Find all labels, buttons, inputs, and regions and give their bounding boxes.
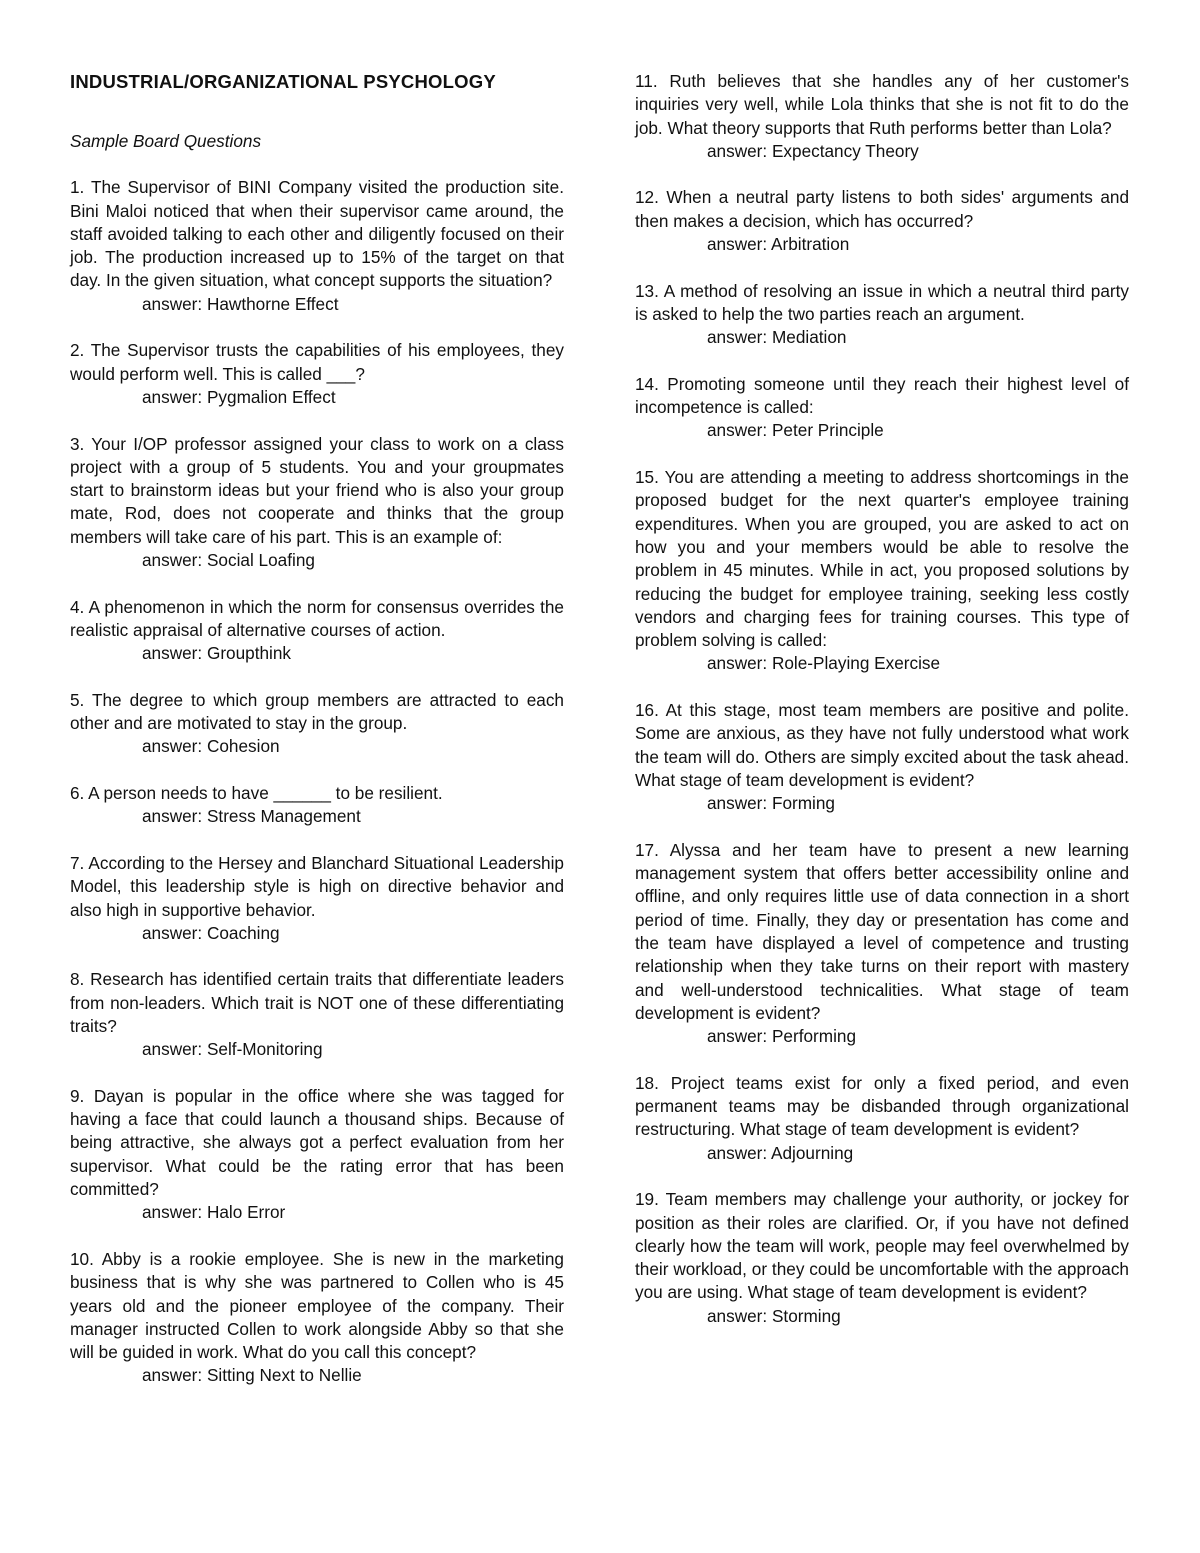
question-9 bbox=[70, 1085, 564, 1225]
question-text: 19. Team members may challenge your authority, or jockey for position as their roles are clarified. Or, if you have not defined clearly how the team will work, people may feel overwhelmed by their workload, or they could be uncomfortable with the approach you are using. What stage of team development is evident? bbox=[635, 1189, 1129, 1303]
question-11 bbox=[635, 70, 1129, 163]
question-2 bbox=[70, 339, 564, 409]
question-6 bbox=[70, 782, 564, 829]
question-answer: answer: Stress Management bbox=[142, 806, 361, 827]
question-answer: answer: Coaching bbox=[142, 922, 280, 943]
question-text: 6. A person needs to have ______ to be resilient. bbox=[70, 783, 443, 804]
question-answer: answer: Forming bbox=[707, 793, 835, 814]
question-16 bbox=[635, 699, 1129, 815]
question-10 bbox=[70, 1248, 564, 1388]
question-answer: answer: Groupthink bbox=[142, 643, 292, 664]
question-answer: answer: Adjourning bbox=[707, 1142, 854, 1163]
question-answer: answer: Sitting Next to Nellie bbox=[142, 1365, 362, 1386]
question-text: 16. At this stage, most team members are positive and polite. Some are anxious, as they have not fully understood what work the team will do. Others are simply excited about the task ahead. What stage of team development is evident? bbox=[635, 700, 1129, 790]
question-text: 10. Abby is a rookie employee. She is new in the marketing business that is why she was partnered to Collen who is 45 years old and the pioneer employee of the company. Their manager instructed Collen to work alongside Abby so that she will be guided in work. What do you call this concept? bbox=[70, 1248, 564, 1363]
question-answer: answer: Arbitration bbox=[707, 234, 850, 255]
question-answer: answer: Role-Playing Exercise bbox=[707, 653, 941, 674]
question-14 bbox=[635, 373, 1129, 443]
document-title: INDUSTRIAL/ORGANIZATIONAL PSYCHOLOGY bbox=[70, 71, 496, 92]
question-answer: answer: Hawthorne Effect bbox=[142, 293, 339, 314]
question-text: 18. Project teams exist for only a fixed period, and even permanent teams may be disbanded through organizational restructuring. What stage of team development is evident? bbox=[635, 1072, 1129, 1140]
question-text: 9. Dayan is popular in the office where she was tagged for having a face that could launch a thousand ships. Because of being attractive, she always got a perfect evaluation from her supervisor. What could be the rating error that has been committed? bbox=[70, 1085, 564, 1200]
right-column bbox=[635, 70, 1129, 1351]
question-answer: answer: Expectancy Theory bbox=[707, 140, 919, 161]
question-18 bbox=[635, 1072, 1129, 1165]
question-text: 5. The degree to which group members are attracted to each other and are motivated to stay in the group. bbox=[70, 689, 564, 734]
question-text: 13. A method of resolving an issue in which a neutral third party is asked to help the two parties reach an argument. bbox=[635, 280, 1129, 324]
question-text: 12. When a neutral party listens to both sides' arguments and then makes a decision, which has occurred? bbox=[635, 187, 1129, 231]
question-text: 14. Promoting someone until they reach their highest level of incompetence is called: bbox=[635, 373, 1129, 418]
question-text: 15. You are attending a meeting to address shortcomings in the proposed budget for the next quarter's employee training expenditures. When you are grouped, you are asked to act on how you and your members would be able to resolve the problem in 45 minutes. While in act, you proposed solutions by reducing the budget for employee training, seeking less costly vendors and charging fees for training courses. This type of problem solving is called: bbox=[635, 467, 1129, 651]
question-15 bbox=[635, 466, 1129, 676]
question-text: 3. Your I/OP professor assigned your class to work on a class project with a group of 5 students. You and your groupmates start to brainstorm ideas but your friend who is also your group mate, Rod, does not cooperate and thinks that the group members will take care of his part. This is an example of: bbox=[70, 433, 564, 547]
question-13 bbox=[635, 280, 1129, 350]
question-5 bbox=[70, 689, 564, 759]
question-answer: answer: Storming bbox=[707, 1305, 841, 1326]
question-text: 8. Research has identified certain traits that differentiate leaders from non-leaders. Which trait is NOT one of these differentiating traits? bbox=[70, 969, 564, 1036]
question-answer: answer: Cohesion bbox=[142, 736, 280, 757]
question-3 bbox=[70, 433, 564, 573]
question-7 bbox=[70, 852, 564, 945]
question-answer: answer: Peter Principle bbox=[707, 420, 884, 441]
question-text: 2. The Supervisor trusts the capabilities of his employees, they would perform well. This is called ___? bbox=[70, 340, 564, 384]
question-text: 1. The Supervisor of BINI Company visited the production site. Bini Maloi noticed that when their supervisor came around, the staff avoided talking to each other and diligently focused on their job. The production increased up to 15% of the target on that day. In the given situation, what concept supports the situation? bbox=[70, 177, 564, 291]
document-subtitle: Sample Board Questions bbox=[70, 131, 262, 151]
question-answer: answer: Social Loafing bbox=[142, 550, 315, 571]
question-12 bbox=[635, 186, 1129, 256]
question-8 bbox=[70, 968, 564, 1061]
left-column bbox=[70, 70, 564, 1411]
question-text: 11. Ruth believes that she handles any of her customer's inquiries very well, while Lola thinks that she is not fit to do the job. What theory supports that Ruth performs better than Lola? bbox=[635, 71, 1129, 138]
question-text: 17. Alyssa and her team have to present a new learning management system that offers better accessibility online and offline, and only requires little use of data connection in a short period of time. Finally, they day or presentation has come and the team have displayed a level of competence and trusting relationship when they take turns on their report with mastery and well-understood technicalities. What stage of team development is evident? bbox=[635, 839, 1129, 1023]
question-answer: answer: Mediation bbox=[707, 327, 847, 348]
question-1 bbox=[70, 176, 564, 316]
question-17 bbox=[635, 839, 1129, 1049]
question-text: 4. A phenomenon in which the norm for consensus overrides the realistic appraisal of alternative courses of action. bbox=[70, 596, 564, 640]
question-answer: answer: Pygmalion Effect bbox=[142, 386, 336, 407]
question-answer: answer: Performing bbox=[707, 1026, 857, 1047]
question-answer: answer: Self-Monitoring bbox=[142, 1039, 323, 1060]
question-answer: answer: Halo Error bbox=[142, 1202, 286, 1223]
question-19 bbox=[635, 1188, 1129, 1328]
question-text: 7. According to the Hersey and Blanchard Situational Leadership Model, this leadership style is high on directive behavior and also high in supportive behavior. bbox=[70, 852, 564, 920]
question-4 bbox=[70, 596, 564, 666]
